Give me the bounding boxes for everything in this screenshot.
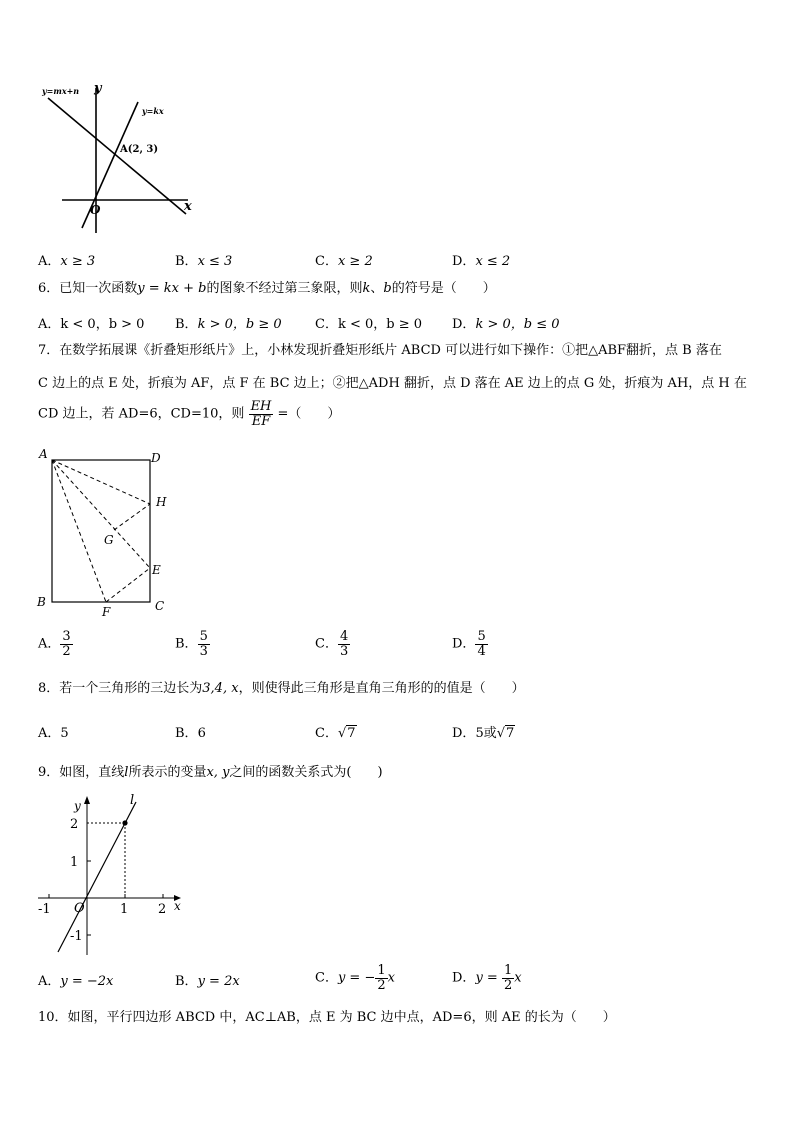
q5-option-c[interactable]: C．x ≥ 2 [315,254,373,269]
q7-stem-line2: C 边上的点 E 处，折痕为 AF，点 F 在 BC 边上；②把△ADH 翻折，点 D 落在 AE 边上的点 G 处，折痕为 AH，点 H 在 [38,376,747,391]
q9-option-a[interactable]: A．y = −2x [38,974,114,989]
q8-option-d[interactable]: D．5或√7 [452,726,515,741]
rectangle-abcd [52,460,150,602]
q7-option-a[interactable]: A． $\frac{3}{2}$ [38,629,71,659]
label-e: E [152,563,161,577]
q10-stem: 10．如图，平行四边形 ABCD 中，AC⊥AB，点 E 为 BC 边中点，AD=6，则 AE 的长为（ ） [38,1010,616,1025]
label-f: F [102,605,111,619]
q7-option-b[interactable]: B． $\frac{5}{3}$ [175,629,208,659]
point-a-label: A(2, 3) [120,144,159,155]
x-tick-label-1: 1 [120,902,129,917]
q7-ratio-fraction: $\frac{EH}{EF}$ [250,399,272,429]
label-b: B [37,595,46,609]
q9-option-d[interactable]: D．y = $\frac{1}{2}$ x [452,963,522,993]
label-c: C [155,599,165,613]
q6-option-b[interactable]: B．k > 0，b ≥ 0 [175,317,282,332]
segment-fe [106,568,150,602]
x-tick-label-neg1: -1 [38,902,51,917]
x-axis-label: x [184,199,192,214]
q7-stem-line1: 7．在数学拓展课《折叠矩形纸片》上，小林发现折叠矩形纸片 ABCD 可以进行如下操作：①把△ABF翻折，点 B 落在 [38,343,722,358]
q6-option-d[interactable]: D．k > 0，b ≤ 0 [452,317,560,332]
q8-stem: 8．若一个三角形的三边长为3,4, x，则使得此三角形是直角三角形的的值是（ ） [38,681,525,696]
y-axis-label: y [74,799,81,813]
y-tick-label-2: 2 [70,817,79,832]
x-tick-label-2: 2 [158,902,167,917]
origin-label: O [90,203,101,217]
q9-option-c[interactable]: C．y = − $\frac{1}{2}$ x [315,963,395,993]
q5-graph-figure [38,78,198,238]
q5-option-a[interactable]: A．x ≥ 3 [38,254,96,269]
q7-rectangle-figure [36,448,176,620]
q5-option-d[interactable]: D．x ≤ 2 [452,254,511,269]
origin-label: O [74,901,85,916]
point-1-2 [122,820,127,825]
segment-gh [114,504,150,530]
fold-af [52,460,106,602]
q8-option-c[interactable]: C．√7 [315,726,356,741]
label-mx-n: y=mx+n [42,86,80,96]
fold-ah [52,460,150,504]
line-mx-n [48,98,186,214]
y-axis-label: y [94,81,102,96]
label-a: A [39,448,48,461]
label-d: D [151,451,161,465]
q8-option-a[interactable]: A．5 [38,726,69,741]
y-tick-label-1: 1 [70,855,79,870]
q7-stem-line3: CD 边上，若 AD=6，CD=10，则 $\frac{EH}{EF}$ =（ ） [38,399,341,429]
q6-option-a[interactable]: A．k < 0，b > 0 [38,317,145,332]
label-h: H [156,495,167,509]
y-axis-arrow [84,796,90,804]
q9-option-b[interactable]: B．y = 2x [175,974,240,989]
y-tick-label-neg1: -1 [70,929,83,944]
label-g: G [104,533,114,547]
q6-stem: 6．已知一次函数y = kx + b的图象不经过第三象限，则k、b的符号是（ ） [38,281,496,296]
q9-graph-figure [34,790,194,960]
line-l-label: l [130,793,135,808]
q6-option-c[interactable]: C．k < 0，b ≥ 0 [315,317,423,332]
q8-option-b[interactable]: B．6 [175,726,206,741]
x-axis-label: x [174,899,181,913]
fold-ae [52,460,150,568]
q7-option-c[interactable]: C． $\frac{4}{3}$ [315,629,349,659]
q9-stem: 9．如图，直线l所表示的变量x, y之间的函数关系式为( ) [38,765,383,780]
q7-option-d[interactable]: D． $\frac{5}{4}$ [452,629,486,659]
label-kx: y=kx [142,106,164,116]
q5-option-b[interactable]: B．x ≤ 3 [175,254,233,269]
